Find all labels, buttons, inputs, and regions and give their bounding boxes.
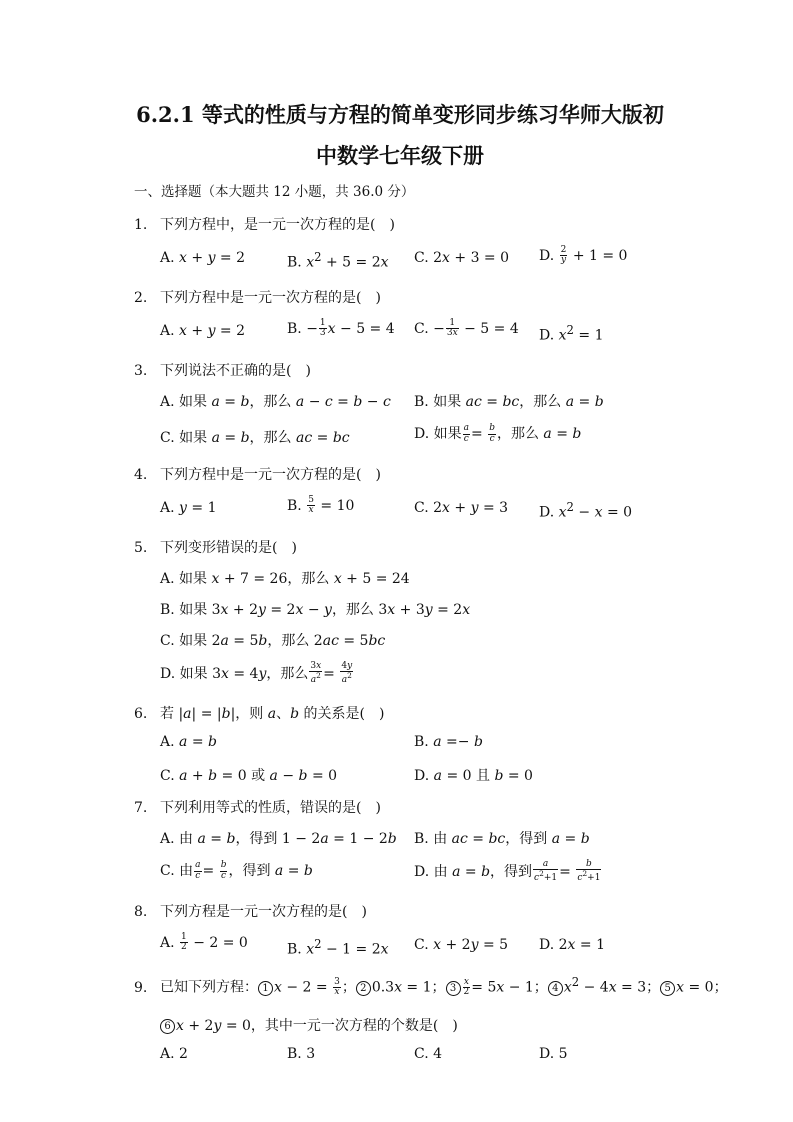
question-7-stem: 7. 下列利用等式的性质，错误的是( ) [134, 800, 381, 816]
question-number: 3. [134, 363, 148, 379]
q9-option-a: A. 2 [160, 1046, 188, 1062]
question-number: 6. [134, 706, 148, 722]
q3-option-d: D. 如果 $\frac{a}{c}$ = $\frac{b}{c}$ ，那么 a = b [414, 423, 582, 444]
question-2-stem: 2. 下列方程中是一元一次方程的是( ) [134, 290, 381, 306]
question-9-stem: 9. 已知下列方程： 1 x − 2 = $\frac{3}{x}$ ； 2 0.3x = 1； 3 $\frac{x}{2}$ = 5x − 1； 4 $x^2 - 4x = 3$； 5 x = 0； [134, 975, 728, 998]
question-1-stem: 1. 下列方程中，是一元一次方程的是( ) [134, 217, 395, 233]
question-number: 8. [134, 904, 148, 920]
question-number: 4. [134, 467, 148, 483]
q9-option-b: B. 3 [287, 1046, 316, 1062]
q4-option-c: C. 2x + y = 3 [414, 500, 509, 516]
question-4-stem: 4. 下列方程中是一元一次方程的是( ) [134, 467, 381, 483]
q7-option-c: C. 由 $\frac{a}{c}$ = $\frac{b}{c}$ ，得到 a = b [160, 860, 313, 881]
q7-option-d: D. 由 a = b，得到 $\frac{a}{c^2+1}$ = $\frac{b}{c^2+1}$ [414, 859, 601, 884]
q1-option-a: A. x + y = 2 [160, 250, 246, 266]
question-3-stem: 3. 下列说法不正确的是( ) [134, 363, 311, 379]
q8-option-a: A. $\frac{1}{2}$ − 2 = 0 [160, 932, 248, 953]
q8-option-b: B. $x^2 - 1 = 2x$ [287, 937, 389, 958]
q3-option-a: A. 如果 a = b，那么 a − c = b − c [160, 394, 391, 410]
q3-option-b: B. 如果 ac = bc，那么 a = b [414, 394, 604, 410]
page-title-line-2: 中数学七年级下册 [316, 143, 484, 168]
question-number: 7. [134, 800, 148, 816]
q5-option-c: C. 如果 2a = 5b，那么 2ac = 5bc [160, 633, 386, 649]
q8-option-d: D. 2x = 1 [539, 937, 605, 953]
q2-option-d: D. $x^2 = 1$ [539, 323, 604, 344]
q6-option-c: C. a + b = 0 或 a − b = 0 [160, 768, 338, 784]
question-number: 9. [134, 979, 148, 996]
q1-option-b: B. $x^2 + 5 = 2x$ [287, 250, 389, 271]
q4-option-b: B. $\frac{5}{x}$ = 10 [287, 495, 355, 516]
question-number: 1. [134, 217, 148, 233]
q7-option-a: A. 由 a = b，得到 1 − 2a = 1 − 2b [160, 831, 397, 847]
page-title-line-1: 6.2.1 等式的性质与方程的简单变形同步练习华师大版初 [136, 102, 664, 127]
q9-option-d: D. 5 [539, 1046, 568, 1062]
q5-option-b: B. 如果 3x + 2y = 2x − y，那么 3x + 3y = 2x [160, 602, 471, 618]
q6-option-a: A. a = b [160, 734, 217, 750]
q6-option-b: B. a =− b [414, 734, 483, 750]
q5-option-d: D. 如果 3x = 4y，那么 $\frac{3x}{a^2}$ = $\frac{4y}{a^2}$ [160, 661, 353, 686]
question-number: 2. [134, 290, 148, 306]
q9-option-c: C. 4 [414, 1046, 443, 1062]
q1-option-d: D. $\frac{2}{y}$ + 1 = 0 [539, 245, 628, 266]
q5-option-a: A. 如果 x + 7 = 26，那么 x + 5 = 24 [160, 571, 410, 587]
question-8-stem: 8. 下列方程是一元一次方程的是( ) [134, 904, 367, 920]
q2-option-b: B. − $\frac{1}{3}$ x − 5 = 4 [287, 318, 395, 339]
q2-option-c: C. − $\frac{1}{3x}$ − 5 = 4 [414, 318, 519, 339]
question-number: 5. [134, 540, 148, 556]
q6-option-d: D. a = 0 且 b = 0 [414, 768, 533, 784]
question-5-stem: 5. 下列变形错误的是( ) [134, 540, 297, 556]
q4-option-d: D. $x^2 - x = 0$ [539, 500, 633, 521]
section-header: 一、选择题（本大题共 12 小题，共 36.0 分） [134, 184, 415, 200]
question-6-stem: 6. 若 |a| = |b|，则 a、b 的关系是( ) [134, 706, 385, 722]
q8-option-c: C. x + 2y = 5 [414, 937, 509, 953]
q3-option-c: C. 如果 a = b，那么 ac = bc [160, 430, 350, 446]
q2-option-a: A. x + y = 2 [160, 323, 246, 339]
question-9-stem-continued: 6 x + 2y = 0，其中一元一次方程的个数是( ) [160, 1015, 458, 1035]
q4-option-a: A. y = 1 [160, 500, 217, 516]
q1-option-c: C. 2x + 3 = 0 [414, 250, 510, 266]
q7-option-b: B. 由 ac = bc，得到 a = b [414, 831, 590, 847]
